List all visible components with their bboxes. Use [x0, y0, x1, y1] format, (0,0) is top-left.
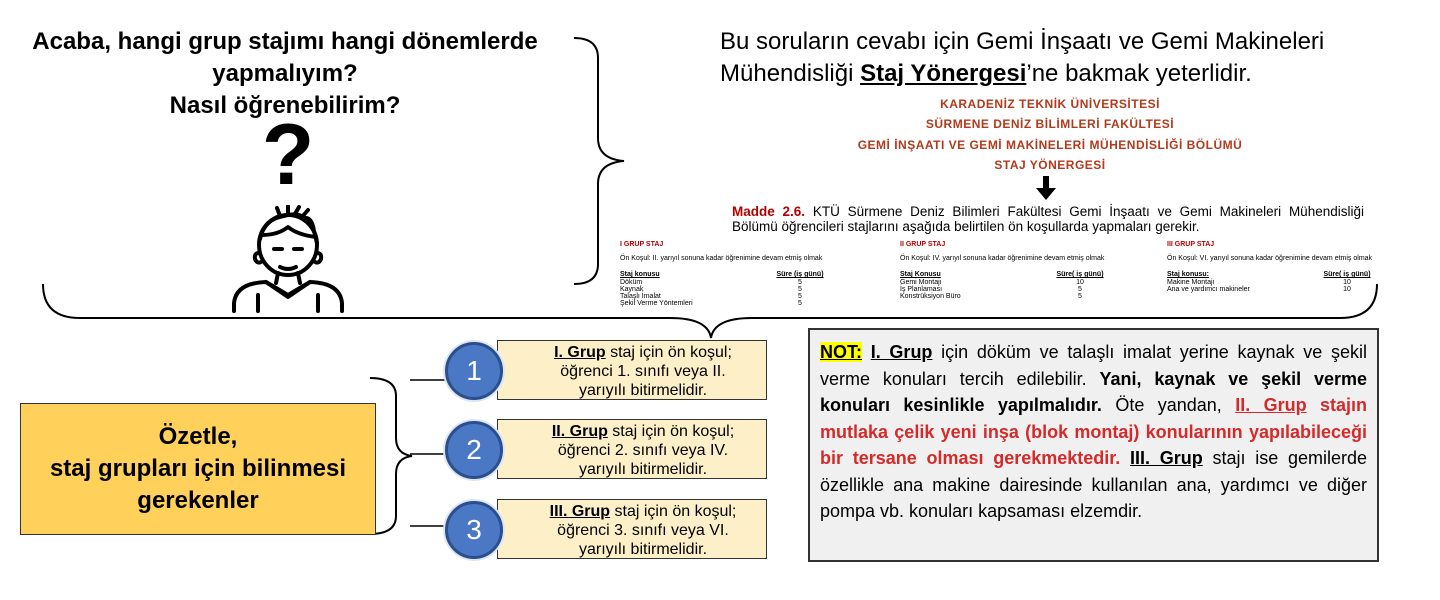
- table-cell: 5: [798, 293, 802, 300]
- question-line-2: yapmalıyım?: [212, 60, 358, 87]
- note-group-2: II. Grup: [1235, 395, 1307, 415]
- right-brace: [570, 36, 640, 286]
- question-line-3: Nasıl öğrenebilirim?: [169, 92, 401, 119]
- note-text-6: stajı ise gemilerde özellikle ana makine dairesinde kullanılan ana, yardımcı ve diğer pompa vb. konuları kapsaması elzemdir.: [820, 448, 1367, 521]
- group-1-line-1: staj için ön koşul;: [605, 344, 732, 361]
- note-label: NOT:: [820, 342, 862, 362]
- step-1-badge: 1: [445, 342, 503, 400]
- madde-label: Madde 2.6.: [732, 204, 806, 219]
- group-2-name: II. Grup: [551, 423, 608, 440]
- table-cell: 10: [1343, 286, 1351, 293]
- table-cell: 5: [1078, 293, 1082, 300]
- doc-header-title: STAJ YÖNERGESİ: [994, 158, 1106, 172]
- table-cell: İş Planlaması: [900, 286, 943, 293]
- table-header: Süre( iş günü): [1056, 271, 1104, 278]
- table-header: Staj konusu: [620, 271, 660, 278]
- note-group-1: I. Grup: [870, 342, 933, 362]
- table-cell: 5: [798, 279, 802, 286]
- group-1-doc-title: I GRUP STAJ: [620, 241, 664, 248]
- table-header: Süre( iş günü): [1323, 271, 1371, 278]
- summary-line-1: Özetle,: [158, 423, 238, 450]
- table-cell: Gemi Montajı: [900, 279, 942, 286]
- note-text-1: için döküm ve talaşlı imalat yerine kaynak ve şekil verme konuları tercih edilebilir.: [820, 342, 1367, 389]
- step-3-badge: 3: [445, 501, 503, 559]
- group-1-line-3: yarıyılı bitirmelidir.: [578, 382, 708, 399]
- group-2-doc-title: II GRUP STAJ: [900, 241, 946, 248]
- doc-header-university: KARADENİZ TEKNİK ÜNİVERSİTESİ: [940, 97, 1160, 111]
- question-mark-icon: ?: [261, 107, 315, 203]
- table-cell: Ana ve yardımcı makineler: [1167, 286, 1250, 293]
- table-cell: Makine Montajı: [1167, 279, 1215, 286]
- note-text-5: [1120, 448, 1130, 468]
- group-1-line-2: öğrenci 1. sınıfı veya II.: [560, 363, 726, 380]
- table-cell: Kaynak: [620, 286, 644, 293]
- table-cell: 5: [1078, 286, 1082, 293]
- table-cell: Konstrüksiyon Büro: [900, 293, 961, 300]
- answer-text: [720, 26, 1410, 90]
- note-text-3: Öte yandan,: [1101, 395, 1236, 415]
- madde-body: KTÜ Sürmene Deniz Bilimleri Fakültesi Gemi İnşaatı ve Gemi Makineleri Mühendisliği Bölümü öğrencileri stajlarını aşağıda belirtilen ön koşullarda yapmaları gerekir.: [732, 204, 1364, 234]
- group-1-box: [497, 340, 767, 400]
- summary-line-3: gerekenler: [137, 487, 259, 514]
- group-3-doc-prereq: Ön Koşul: VI. yarıyıl sonuna kadar öğrenimine devam etmiş olmak: [1167, 255, 1373, 262]
- table-cell: 10: [1076, 279, 1084, 286]
- table-cell: 10: [1343, 279, 1351, 286]
- table-cell: Şekil Verme Yöntemleri: [620, 300, 693, 307]
- doc-header-faculty: SÜRMENE DENİZ BİLİMLERİ FAKÜLTESİ: [925, 117, 1175, 131]
- group-3-name: III. Grup: [549, 503, 611, 520]
- staj-yonergesi-link[interactable]: Staj Yönergesi: [860, 60, 1027, 87]
- group-2-line-3: yarıyılı bitirmelidir.: [578, 461, 708, 478]
- table-header: Staj Konusu: [900, 271, 941, 278]
- table-cell: Talaşlı İmalat: [620, 293, 661, 300]
- table-cell: 5: [798, 300, 802, 307]
- group-2-line-1: staj için ön koşul;: [607, 423, 735, 440]
- group-3-line-2: öğrenci 3. sınıfı veya VI.: [557, 522, 729, 539]
- group-3-doc-title: III GRUP STAJ: [1167, 241, 1215, 248]
- table-header: Süre (iş günü): [776, 271, 824, 278]
- table-cell: Döküm: [620, 279, 643, 286]
- answer-line-2-suffix: ’ne bakmak yeterlidir.: [1026, 60, 1252, 87]
- answer-line-1: Bu soruların cevabı için Gemi İnşaatı ve Gemi Makineleri: [720, 28, 1325, 55]
- arrow-down-icon: [1036, 176, 1056, 200]
- note-group-3: III. Grup: [1130, 448, 1203, 468]
- summary-box: [20, 403, 376, 535]
- group-3-box: [497, 499, 767, 559]
- group-3-line-3: yarıyılı bitirmelidir.: [578, 541, 708, 558]
- group-2-line-2: öğrenci 2. sınıfı veya IV.: [557, 442, 729, 459]
- madde-text: [732, 204, 1364, 234]
- note-text-2: Yani, kaynak ve şekil verme konuları kesinlikle yapılmalıdır.: [820, 368, 1367, 415]
- group-1-doc-prereq: Ön Koşul: II. yarıyıl sonuna kadar öğrenimine devam etmiş olmak: [620, 255, 823, 262]
- table-header: Staj konusu:: [1167, 271, 1210, 278]
- doc-header-department: GEMİ İNŞAATI VE GEMİ MAKİNELERİ MÜHENDİSLİĞİ BÖLÜMÜ: [857, 138, 1243, 152]
- answer-line-2-prefix: Mühendisliği: [720, 60, 861, 87]
- note-text-4: stajın mutlaka çelik yeni inşa (blok montaj) konularının yapılabileceği bir tersane olması gerekmektedir.: [820, 395, 1368, 468]
- group-2-box: [497, 419, 767, 479]
- note-box: [808, 328, 1379, 562]
- summary-line-2: staj grupları için bilinmesi: [49, 455, 347, 482]
- question-line-1: Acaba, hangi grup stajımı hangi dönemlerde: [32, 28, 538, 55]
- group-3-line-1: staj için ön koşul;: [610, 503, 737, 520]
- step-2-badge: 2: [445, 421, 503, 479]
- group-2-doc-prereq: Ön Koşul: IV. yarıyıl sonuna kadar öğrenimine devam etmiş olmak: [900, 255, 1105, 262]
- table-cell: 5: [798, 286, 802, 293]
- group-1-name: I. Grup: [554, 344, 606, 361]
